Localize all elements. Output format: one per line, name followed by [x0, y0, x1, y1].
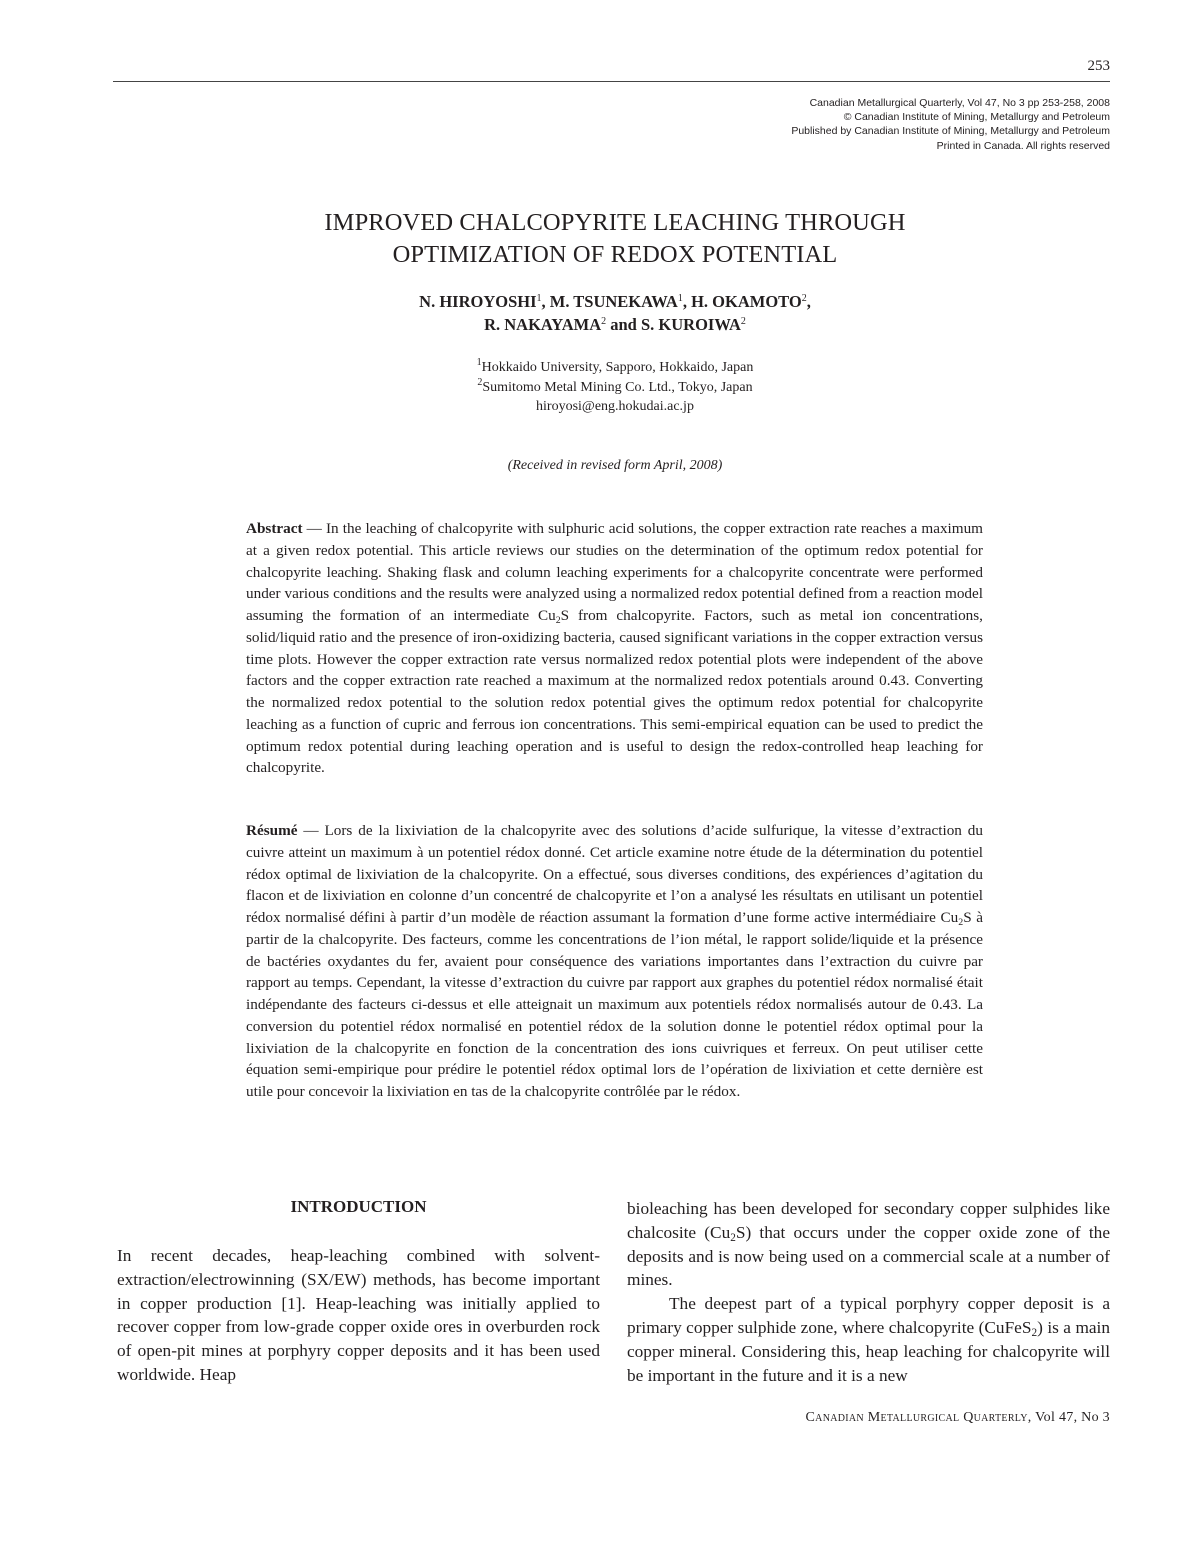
- section-heading: INTRODUCTION: [290, 1197, 427, 1216]
- body-text: S) that occurs under the copper oxide zone of the deposits and is now being used on a commercial scale at a number of mines.: [627, 1222, 1110, 1290]
- page-number: 253: [1087, 58, 1110, 74]
- body-paragraph: [627, 1197, 1110, 1292]
- pub-info-line: Canadian Metallurgical Quarterly, Vol 47, No 3 pp 253-258, 2008: [809, 97, 1110, 109]
- body-column-right: [627, 1197, 1110, 1387]
- received-date: (Received in revised form April, 2008): [507, 458, 723, 473]
- journal-name: Canadian Metallurgical Quarterly: [805, 1410, 1028, 1425]
- affiliations: [0, 358, 1200, 417]
- affiliation-marker: 2: [477, 376, 483, 388]
- subscript: 2: [555, 615, 561, 626]
- pub-info-line: © Canadian Institute of Mining, Metallurgy and Petroleum: [843, 111, 1110, 124]
- author-name: M. TSUNEKAWA: [549, 292, 678, 311]
- author-line: N. HIROYOSHI$^1$, M. TSUNEKAWA$^1$, H. OKAMOTO$^2$,: [419, 292, 811, 311]
- paper-title: [0, 207, 1200, 271]
- resume: [246, 820, 983, 1103]
- author-conjunction: and: [610, 315, 637, 334]
- body-text: bioleaching has been developed for secondary copper sulphides like chalcosite (Cu: [627, 1199, 1110, 1242]
- affiliation-marker: 1: [677, 293, 683, 304]
- title-line: IMPROVED CHALCOPYRITE LEACHING THROUGH: [324, 209, 906, 236]
- abstract: [246, 518, 983, 779]
- affiliation-marker: 1: [476, 357, 482, 368]
- affiliation-line: [0, 358, 1200, 378]
- affiliation-text: Sumitomo Metal Mining Co. Ltd., Tokyo, Japan: [482, 379, 753, 395]
- affiliation-marker: 2: [601, 316, 607, 327]
- author-list: [0, 290, 1200, 336]
- pub-info-line: Published by Canadian Institute of Mining, Metallurgy and Petroleum: [791, 125, 1110, 138]
- header-rule: [113, 81, 1110, 82]
- abstract-text: S from chalcopyrite. Factors, such as metal ion concentrations, solid/liquid ratio and the presence of iron-oxidizing bacteria, caused significant variations in the copper extraction versus time plots. However the copper extraction rate versus normalized redox potential plots were independent of the above factors and the copper extraction rate reached a maximum at the normalized redox potentials around 0.43. Converting the normalized redox potential to the solution redox potential gives the optimum redox potential for chalcopyrite leaching as a function of cupric and ferrous ion concentrations. This semi-empirical equation can be used to predict the optimum redox potential during leaching operation and is useful to design the redox-controlled heap leaching for chalcopyrite.: [246, 607, 983, 777]
- author-line: [0, 313, 1200, 336]
- resume-text: S à partir de la chalcopyrite. Des facteurs, comme les concentrations de l’ion métal, le rapport solide/liquide et la présence de bactéries oxydantes du fer, avaient pour conséquence des variations importantes dans l’extraction du cuivre par rapport au temps. Cependant, la vitesse d’extraction du cuivre par rapport aux graphes du potentiel rédox normalisé était indépendante des facteurs ci-dessus et elle atteignait un maximum aux potentiels rédox normalisés autour de 0.43. La conversion du potentiel rédox normalisé en potentiel rédox de la solution donne le potentiel rédox optimal pour la lixiviation de la chalcopyrite en fonction de la concentration des ions cuivriques et ferreux. On peut utiliser cette équation semi-empirique pour prédire le potentiel rédox optimal lors de l’opération de lixiviation et cette dernière est utile pour concevoir la lixiviation en tas de la chalcopyrite contrôlée par le rédox.: [246, 909, 984, 1100]
- author-email: hiroyosi@eng.hokudai.ac.jp: [536, 399, 694, 414]
- resume-text: — Lors de la lixiviation de la chalcopyrite avec des solutions d’acide sulfurique, la vitesse d’extraction du cuivre atteint un maximum à un potentiel rédox donné. Cet article examine notre étude de la détermination du potentiel rédox optimal de lixiviation de la chalcopyrite. On a effectué, sous diverses conditions, des expériences d’agitation du flacon et de lixiviation en colonne d’un concentré de chalcopyrite et l’on a analysé les résultats en utilisant un potentiel rédox normalisé défini à partir d’un modèle de réaction assumant la formation d’une forme active intermédiaire Cu: [246, 822, 983, 926]
- author-name: H. OKAMOTO: [691, 292, 802, 311]
- affiliation-marker: 2: [801, 293, 807, 304]
- body-text: The deepest part of a typical porphyry copper deposit is a primary copper sulphide zone, where chalcopyrite (CuFeS: [627, 1294, 1110, 1337]
- body-paragraph: [627, 1292, 1110, 1387]
- journal-issue: , Vol 47, No 3: [1027, 1410, 1110, 1425]
- abstract-text: — In the leaching of chalcopyrite with sulphuric acid solutions, the copper extraction rate reaches a maximum at a given redox potential. This article reviews our studies on the determination of the optimum redox potential for chalcopyrite leaching. Shaking flask and column leaching experiments for a chalcopyrite concentrate were performed under various conditions and the results were analyzed using a normalized redox potential defined from a reaction model assuming the formation of an intermediate Cu: [246, 520, 983, 624]
- abstract-label: Abstract: [246, 520, 303, 537]
- resume-label: Résumé: [246, 822, 298, 839]
- subscript: 2: [730, 1231, 736, 1244]
- body-paragraph: In recent decades, heap-leaching combined with solvent-extraction/electrowinning (SX/EW) methods, has become important in copper production [1]. Heap-leaching was initially applied to recover copper from low-grade copper oxide ores in overburden rock of open-pit mines at porphyry copper deposits and it has been used worldwide. Heap: [117, 1246, 600, 1384]
- affiliation-marker: 1: [536, 293, 542, 304]
- running-footer: [806, 1410, 1110, 1426]
- subscript: 2: [958, 917, 964, 928]
- body-text: ) is a main copper mineral. Considering this, heap leaching for chalcopyrite will be important in the future and it is a new: [627, 1317, 1111, 1385]
- affiliation-line: [0, 378, 1200, 398]
- title-line: OPTIMIZATION OF REDOX POTENTIAL: [392, 241, 838, 268]
- affiliation-text: Hokkaido University, Sapporo, Hokkaido, Japan: [481, 360, 754, 375]
- author-name: R. NAKAYAMA: [484, 315, 602, 334]
- subscript: 2: [1031, 1326, 1038, 1339]
- body-column-left: [117, 1244, 600, 1387]
- author-name: N. HIROYOSHI: [419, 292, 537, 311]
- author-name: S. KUROIWA: [640, 315, 741, 334]
- publication-info: [791, 96, 1110, 153]
- affiliation-marker: 2: [740, 316, 746, 327]
- pub-info-line: Printed in Canada. All rights reserved: [936, 139, 1110, 152]
